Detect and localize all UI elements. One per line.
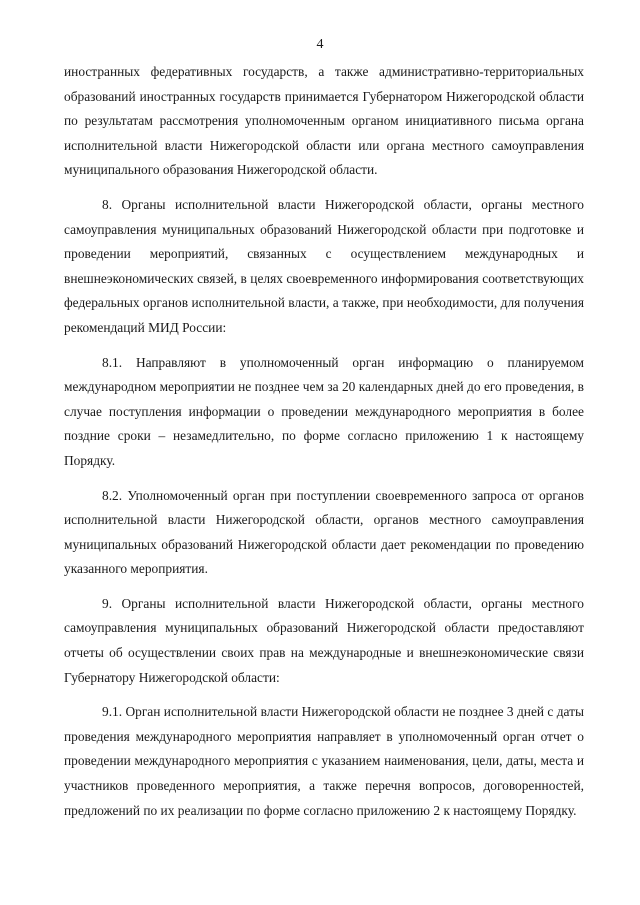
paragraph-gap [64,474,584,484]
paragraph-8-2: 8.2. Уполномоченный орган при поступлении своевременного запроса от органов исполнительной власти Нижегородской области, органов местного самоуправления муниципальных образований Нижегородской области дает рекомендации по проведению указанного мероприятия. [64,487,584,577]
page-number: 4 [316,37,324,52]
document-body [64,60,584,823]
paragraph-gap [64,582,584,592]
paragraph-gap [64,341,584,351]
paragraph-9-1: 9.1. Орган исполнительной власти Нижегородской области не позднее 3 дней с даты проведения международного мероприятия направляет в уполномоченный орган отчет о проведении международного мероприятия с указанием наименования, цели, даты, места и участников проведенного мероприятия, а также перечня вопросов, договоренностей, предложений по их реализации по форме согласно приложению 2 к настоящему Порядку. [64,704,584,818]
paragraph-9: 9. Органы исполнительной власти Нижегородской области, органы местного самоуправления муниципальных образований Нижегородской области предоставляют отчеты об осуществлении своих прав на международные и внешнеэкономические связи Губернатору Нижегородской области: [64,595,584,685]
paragraph-gap [64,183,584,193]
paragraph-8: 8. Органы исполнительной власти Нижегородской области, органы местного самоуправления муниципальных образований Нижегородской области при подготовке и проведении мероприятий, связанных с осуществлением международных и внешнеэкономических связей, в целях своевременного информирования соответствующих федеральных органов исполнительной власти, а также, при необходимости, для получения рекомендаций МИД России: [64,196,584,335]
paragraph-continuation: иностранных федеративных государств, а также административно-территориальных образований иностранных государств принимается Губернатором Нижегородской области по результатам рассмотрения уполномоченным органом инициативного письма органа исполнительной власти Нижегородской области или органа местного самоуправления муниципального образования Нижегородской области. [64,64,584,178]
paragraph-gap [64,690,584,700]
paragraph-8-1: 8.1. Направляют в уполномоченный орган информацию о планируемом международном мероприятии не позднее чем за 20 календарных дней до его проведения, в случае поступления информации о проведении международного мероприятия в более поздние сроки – незамедлительно, по форме согласно приложению 1 к настоящему Порядку. [64,354,584,468]
